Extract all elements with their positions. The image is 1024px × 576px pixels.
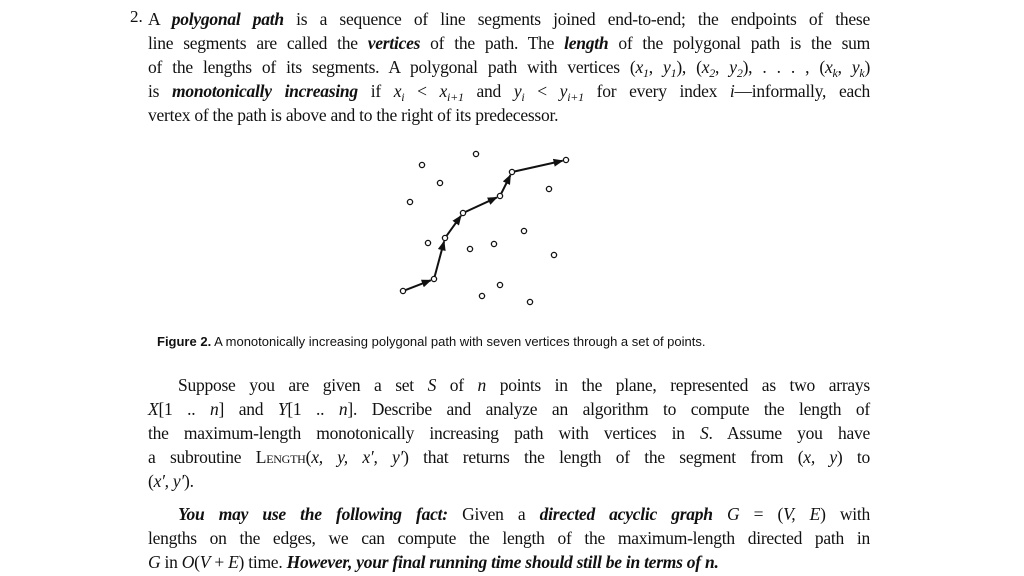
point bbox=[491, 241, 496, 246]
text-run: of the lengths of its segments. A polygonal path with vertices ( bbox=[148, 57, 636, 77]
math-symbol: i+1 bbox=[567, 90, 584, 104]
path-vertex bbox=[431, 276, 436, 281]
text-line bbox=[148, 550, 870, 574]
math-symbol: y bbox=[729, 57, 737, 77]
text-run: ] and bbox=[218, 399, 278, 419]
text-run: line segments are called the bbox=[148, 33, 368, 53]
math-symbol: y bbox=[663, 57, 671, 77]
path-segment-arrow bbox=[406, 280, 431, 290]
point bbox=[527, 299, 532, 304]
text-run: is a sequence of line segments joined end-to-end; the endpoints of these bbox=[283, 9, 870, 29]
text-line bbox=[148, 103, 870, 127]
math-symbol: k bbox=[859, 66, 865, 80]
path-vertex bbox=[497, 193, 502, 198]
math-symbol: x′, y′ bbox=[153, 471, 185, 491]
task-paragraph bbox=[148, 373, 870, 493]
text-run: + bbox=[210, 552, 229, 572]
text-run: A bbox=[148, 9, 172, 29]
emphasized-term: monotonically increasing bbox=[171, 81, 358, 101]
text-run: is bbox=[148, 81, 172, 101]
point bbox=[467, 246, 472, 251]
math-symbol: y bbox=[513, 81, 522, 101]
text-line bbox=[148, 7, 870, 31]
text-line bbox=[148, 55, 870, 79]
point bbox=[479, 293, 484, 298]
path-vertex bbox=[442, 235, 447, 240]
problem-statement bbox=[148, 7, 870, 127]
text-run: < bbox=[524, 81, 560, 101]
figure-polygonal-path bbox=[390, 140, 590, 310]
problem-number: 2. bbox=[130, 7, 143, 26]
math-symbol: n bbox=[338, 399, 348, 419]
text-line bbox=[148, 397, 870, 421]
text-line bbox=[148, 31, 870, 55]
point bbox=[521, 228, 526, 233]
point bbox=[546, 186, 551, 191]
point bbox=[551, 252, 556, 257]
text-run: [1 .. bbox=[158, 399, 211, 419]
math-symbol: x bbox=[635, 57, 644, 77]
text-run: Given a bbox=[447, 504, 540, 524]
math-symbol: X bbox=[148, 399, 159, 419]
text-run: [1 .. bbox=[287, 399, 339, 419]
math-symbol: 2 bbox=[709, 66, 716, 80]
text-line bbox=[148, 79, 870, 103]
path-vertex bbox=[509, 169, 514, 174]
text-run: ) bbox=[864, 57, 871, 77]
text-run: ) with bbox=[820, 504, 871, 524]
text-line bbox=[148, 469, 870, 493]
text-run: of bbox=[436, 375, 478, 395]
math-symbol: G bbox=[727, 504, 740, 524]
caption-text: A monotonically increasing polygonal path with seven vertices through a set of points. bbox=[211, 334, 706, 349]
emphasized-term: vertices bbox=[367, 33, 421, 53]
math-symbol: S bbox=[427, 375, 437, 395]
point bbox=[425, 240, 430, 245]
point bbox=[419, 162, 424, 167]
text-run: ), ( bbox=[676, 57, 702, 77]
text-run: lengths on the edges, we can compute the length of the maximum-length directed path in bbox=[148, 528, 870, 548]
text-run: , bbox=[648, 57, 664, 77]
text-run: the maximum-length monotonically increasing path with vertices in bbox=[148, 423, 701, 443]
text-run: vertex of the path is above and to the right of its predecessor. bbox=[148, 105, 559, 125]
text-line bbox=[148, 526, 870, 550]
text-line bbox=[148, 421, 870, 445]
text-run: = ( bbox=[739, 504, 784, 524]
text-line bbox=[148, 373, 870, 397]
path-segment-arrow bbox=[501, 175, 510, 193]
path-vertex bbox=[460, 210, 465, 215]
subroutine-name: Length bbox=[255, 447, 306, 467]
point bbox=[437, 180, 442, 185]
math-symbol: y bbox=[851, 57, 860, 77]
emphasized-term: polygonal path bbox=[171, 9, 284, 29]
text-run: —informally, each bbox=[734, 81, 870, 101]
path-segment-arrow bbox=[515, 161, 563, 172]
math-symbol: S bbox=[700, 423, 709, 443]
math-symbol: i bbox=[729, 81, 735, 101]
emphasized-term: However, your final running time should still be in terms of n. bbox=[286, 552, 719, 572]
math-symbol: i+1 bbox=[447, 90, 464, 104]
math-symbol: Y bbox=[277, 399, 288, 419]
text-run bbox=[713, 504, 727, 524]
text-run: if bbox=[357, 81, 394, 101]
text-run: ( bbox=[305, 447, 312, 467]
math-symbol: x bbox=[439, 81, 448, 101]
text-run: . Assume you have bbox=[708, 423, 870, 443]
text-run: ( bbox=[194, 552, 200, 572]
point bbox=[497, 282, 502, 287]
hint-paragraph bbox=[148, 502, 870, 574]
text-run: ( bbox=[148, 471, 154, 491]
path-segment-arrow bbox=[447, 216, 461, 236]
path-segment-arrow bbox=[466, 197, 497, 211]
text-run: ). bbox=[184, 471, 194, 491]
text-run: points in the plane, represented as two arrays bbox=[486, 375, 870, 395]
text-run: ) that returns the length of the segment from ( bbox=[403, 447, 804, 467]
point bbox=[473, 151, 478, 156]
text-run: a subroutine bbox=[148, 447, 256, 467]
path-vertex bbox=[563, 157, 568, 162]
text-run: Suppose you are given a set bbox=[178, 375, 428, 395]
math-symbol: x, y, x′, y′ bbox=[311, 447, 404, 467]
path-segment-arrow bbox=[435, 241, 444, 276]
point bbox=[407, 199, 412, 204]
math-symbol: x bbox=[393, 81, 402, 101]
text-run: ]. Describe and analyze an algorithm to compute the length of bbox=[347, 399, 870, 419]
emphasized-term: length bbox=[564, 33, 609, 53]
text-run: and bbox=[463, 81, 514, 101]
caption-label: Figure 2. bbox=[157, 334, 212, 349]
math-symbol: G bbox=[148, 552, 161, 572]
text-run: ) to bbox=[836, 447, 871, 467]
text-run: of the polygonal path is the sum bbox=[608, 33, 871, 53]
math-symbol: i bbox=[401, 90, 405, 104]
math-symbol: 1 bbox=[670, 66, 677, 80]
text-run: , bbox=[837, 57, 852, 77]
emphasized-term: You may use the following fact: bbox=[178, 504, 448, 524]
math-symbol: x bbox=[701, 57, 710, 77]
text-run: for every index bbox=[583, 81, 730, 101]
math-symbol: V, E bbox=[783, 504, 821, 524]
path-vertex bbox=[400, 288, 405, 293]
math-symbol: k bbox=[832, 66, 838, 80]
math-symbol: x, y bbox=[803, 447, 837, 467]
math-symbol: n bbox=[477, 375, 487, 395]
math-symbol: V bbox=[199, 552, 211, 572]
math-symbol: y bbox=[559, 81, 568, 101]
math-symbol: n bbox=[210, 399, 219, 419]
text-line bbox=[148, 502, 870, 526]
text-run: ) time. bbox=[238, 552, 287, 572]
math-symbol: 2 bbox=[736, 66, 743, 80]
math-symbol: E bbox=[228, 552, 239, 572]
text-run: of the path. The bbox=[420, 33, 565, 53]
figure-caption bbox=[157, 334, 705, 349]
text-run: < bbox=[404, 81, 440, 101]
text-line bbox=[148, 445, 870, 469]
text-run: in bbox=[160, 552, 182, 572]
math-symbol: x bbox=[825, 57, 833, 77]
text-run: ), . . . , ( bbox=[742, 57, 825, 77]
math-symbol: 1 bbox=[643, 66, 649, 80]
math-symbol: O bbox=[181, 552, 195, 572]
text-run: , bbox=[715, 57, 730, 77]
emphasized-term: directed acyclic graph bbox=[539, 504, 713, 524]
math-symbol: i bbox=[521, 90, 525, 104]
